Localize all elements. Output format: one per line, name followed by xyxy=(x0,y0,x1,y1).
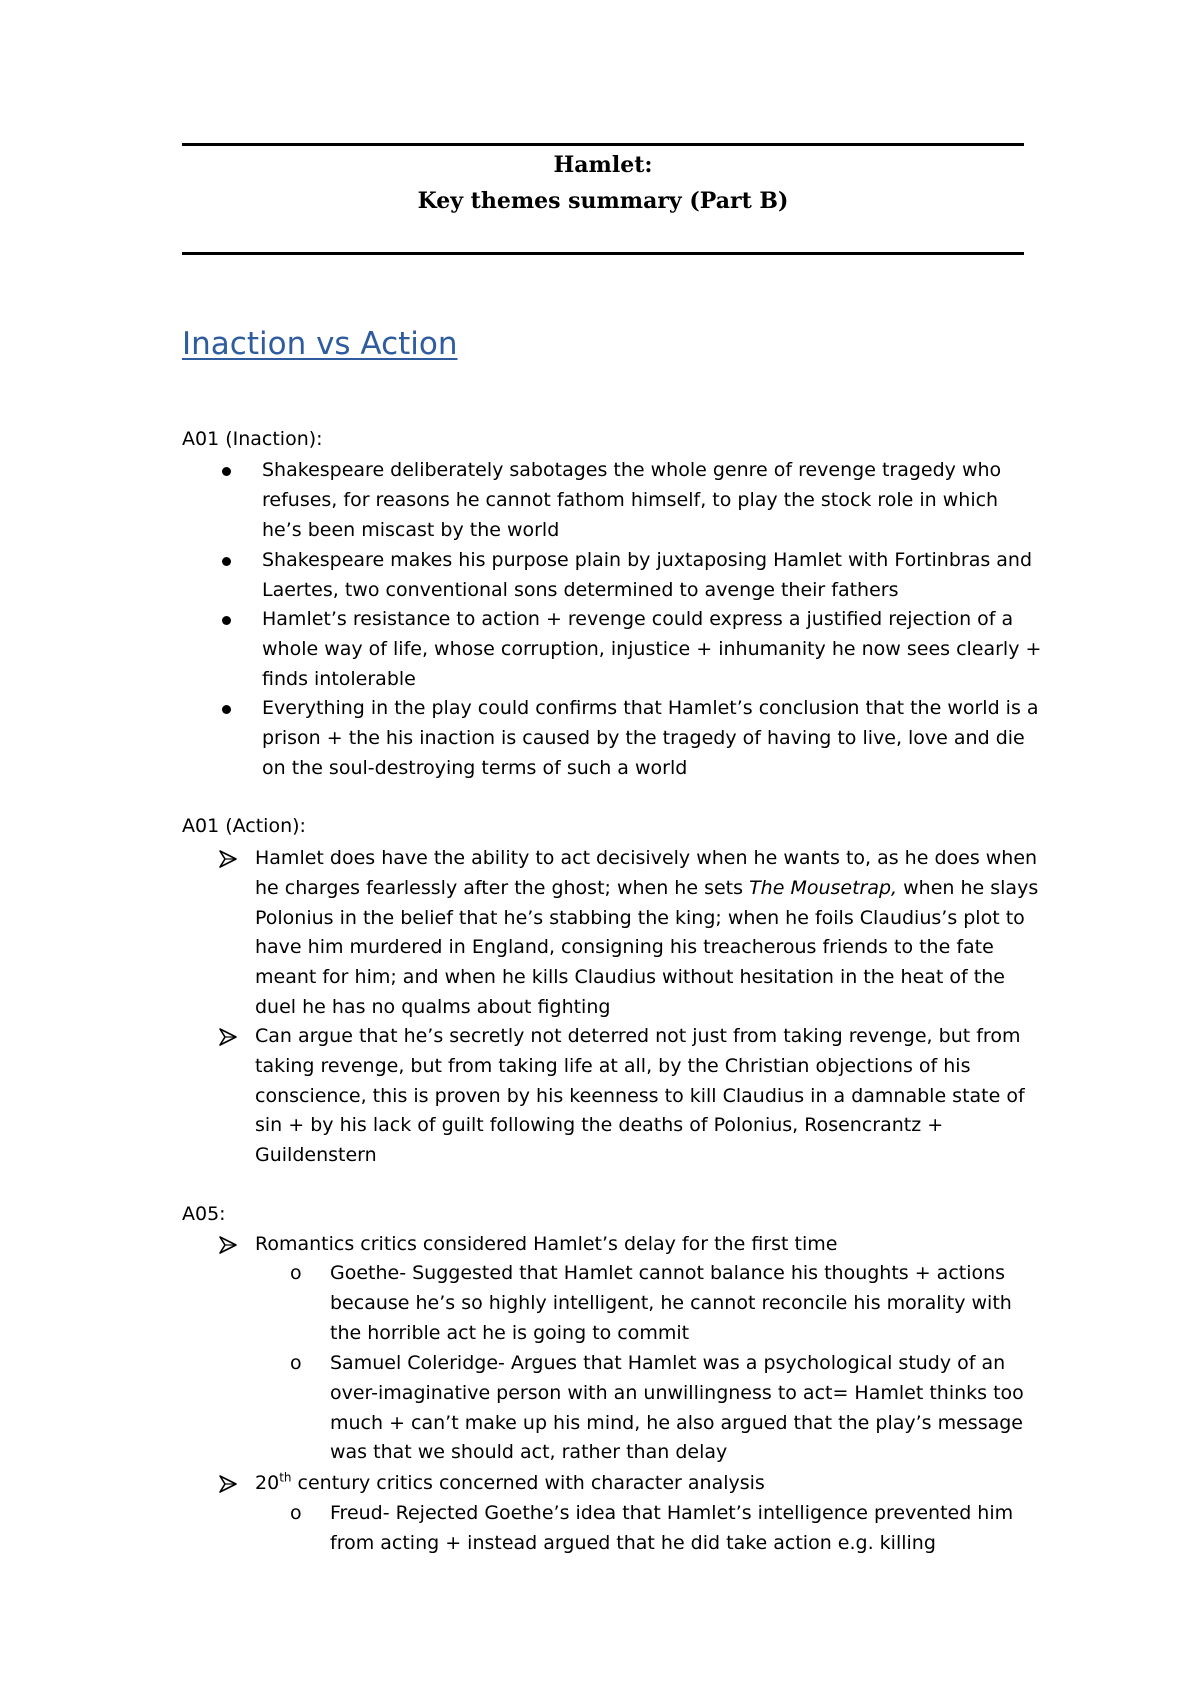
document-title: Hamlet: xyxy=(553,152,653,178)
inaction-bullet: Shakespeare deliberately sabotages the whole genre of revenge tragedy who refuses, for reasons he cannot fathom himself, to play the stock role in which he’s been miscast by the world xyxy=(262,459,1002,541)
title-top-rule xyxy=(182,143,1024,146)
arrow-bullet-icon xyxy=(218,1469,238,1494)
century-bullet xyxy=(255,1469,1045,1499)
sub-bullet-marker: o xyxy=(290,1352,302,1374)
inaction-label: A01 (Inaction): xyxy=(182,428,323,450)
action-label: A01 (Action): xyxy=(182,815,306,837)
sub-bullet-marker: o xyxy=(290,1262,302,1284)
inaction-bullet: Shakespeare makes his purpose plain by juxtaposing Hamlet with Fortinbras and Laertes, two conventional sons determined to avenge their fathers xyxy=(262,549,1033,601)
ao5-label: A05: xyxy=(182,1203,226,1225)
sub-bullet-marker: o xyxy=(290,1502,302,1524)
section-heading: Inaction vs Action xyxy=(182,326,458,362)
romantics-bullet: Romantics critics considered Hamlet’s delay for the first time xyxy=(255,1233,838,1255)
action-bullet-text: when he slays Polonius in the belief that he’s stabbing the king; when he foils Claudius’s plot to have him murdered in England, consigning his treacherous friends to the fate meant for him; and when he kills Claudius without hesitation in the heat of the duel he has no qualms about fighting xyxy=(255,876,1039,1018)
arrow-bullet-icon xyxy=(218,844,238,869)
mousetrap-title: The Mousetrap, xyxy=(749,876,898,899)
action-bullet xyxy=(255,844,1045,1023)
action-bullet: Can argue that he’s secretly not deterred not just from taking revenge, but from taking revenge, but from taking life at all, by the Christian objections of his conscience, this is proven by his keenness to kill Claudius in a damnable state of sin + by his lack of guilt following the deaths of Polonius, Rosencrantz + Guildenstern xyxy=(255,1025,1025,1167)
inaction-bullet: Everything in the play could confirms that Hamlet’s conclusion that the world is a prison + the his inaction is caused by the tragedy of having to live, love and die on the soul-destroying terms of such a world xyxy=(262,697,1039,779)
coleridge-sub-bullet: Samuel Coleridge- Argues that Hamlet was a psychological study of an over-imaginative person with an unwillingness to act= Hamlet thinks too much + can’t make up his mind, he also argued that the play’s message was that we should act, rather than delay xyxy=(330,1352,1024,1464)
century-number: 20 xyxy=(255,1472,280,1494)
goethe-sub-bullet: Goethe- Suggested that Hamlet cannot balance his thoughts + actions because he’s so highly intelligent, he cannot reconcile his morality with the horrible act he is going to commit xyxy=(330,1262,1012,1344)
arrow-bullet-icon xyxy=(218,1230,238,1255)
freud-sub-bullet: Freud- Rejected Goethe’s idea that Hamlet’s intelligence prevented him from acting + instead argued that he did take action e.g. killing xyxy=(330,1502,1014,1554)
action-bullet-text: Hamlet does have the ability to act decisively when he wants to, as he does when he charges fearlessly after the ghost; when he sets xyxy=(255,847,1038,899)
arrow-bullet-icon xyxy=(218,1022,238,1047)
title-bottom-rule xyxy=(182,252,1024,255)
century-text: century critics concerned with character analysis xyxy=(291,1472,765,1494)
century-ordinal: th xyxy=(279,1470,292,1485)
document-subtitle: Key themes summary (Part B) xyxy=(417,188,789,214)
inaction-bullet: Hamlet’s resistance to action + revenge could express a justified rejection of a whole way of life, whose corruption, injustice + inhumanity he now sees clearly + finds intolerable xyxy=(262,608,1042,690)
